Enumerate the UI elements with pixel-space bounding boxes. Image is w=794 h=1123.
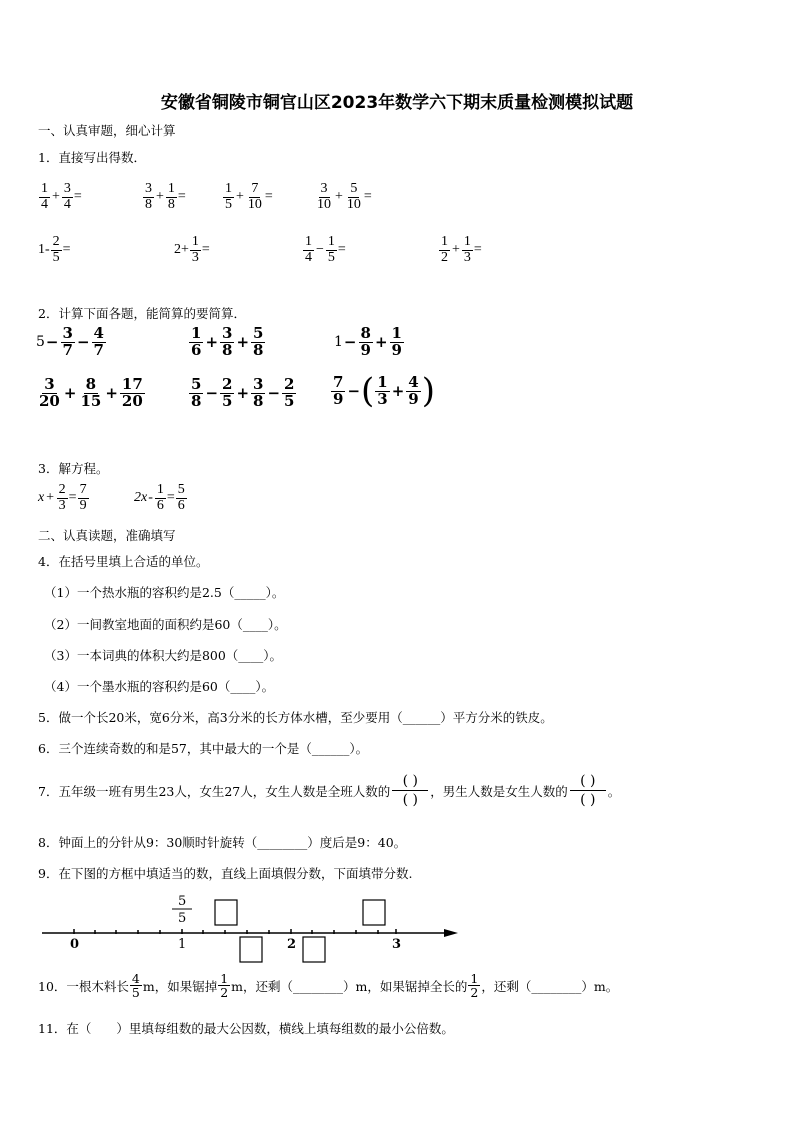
q4-item-2: （2）一间教室地面的面积约是60（____）。 bbox=[44, 617, 287, 632]
page-title: 安徽省铜陵市铜官山区2023年数学六下期末质量检测模拟试题 bbox=[160, 93, 634, 113]
section-2-heading: 二、认真读题，准确填写 bbox=[38, 528, 176, 543]
q1-expr-8: $\frac{1}{2}$ + $\frac{1}{3}$ = bbox=[441, 234, 482, 265]
arrow-head-icon bbox=[444, 929, 458, 937]
section-1-heading: 一、认真审题，细心计算 bbox=[38, 123, 176, 138]
q4-item-4: （4）一个墨水瓶的容积约是60（____）。 bbox=[44, 679, 275, 694]
q2-text: 2．计算下面各题，能简算的要简算． bbox=[38, 306, 246, 321]
q1-expr-7: $\frac{1}{4}$ − $\frac{1}{5}$ = bbox=[305, 234, 346, 265]
q2-expr-3: 1 − $\frac{8}{9}$ + $\frac{1}{9}$ bbox=[334, 324, 402, 359]
q9-text: 9．在下图的方框中填适当的数，直线上面填假分数，下面填带分数. bbox=[38, 866, 413, 881]
number-line bbox=[38, 890, 468, 970]
q2-expr-5: $\frac{5}{8}$ − $\frac{2}{5}$ + $\frac{3}{8}$ − $\frac{2}{5}$ bbox=[191, 375, 295, 410]
answer-box-above-1[interactable] bbox=[215, 900, 237, 925]
q1-expr-5: 1- $\frac{2}{5}$ = bbox=[38, 234, 71, 265]
q1-expr-6: 2+ $\frac{1}{3}$ = bbox=[174, 234, 210, 265]
q7-fraction-blank-2: ( ) ( ) bbox=[570, 772, 606, 809]
q6-text: 6．三个连续奇数的和是57，其中最大的一个是（______）。 bbox=[38, 741, 369, 756]
tick-label-1: 1 bbox=[178, 937, 187, 952]
q3-equation-2: 2x - $\frac{1}{6}$ = $\frac{5}{6}$ bbox=[134, 482, 185, 513]
q2-expr-4: $\frac{3}{20}$ + $\frac{8}{15}$ + $\frac{17}{20}$ bbox=[39, 375, 143, 410]
q1-text: 1．直接写出得数． bbox=[38, 150, 146, 165]
q3-equation-1: x + $\frac{2}{3}$ = $\frac{7}{9}$ bbox=[38, 482, 87, 513]
answer-box-above-2[interactable] bbox=[363, 900, 385, 925]
answer-box-below-2[interactable] bbox=[303, 937, 325, 962]
q5-text: 5．做一个长20米，宽6分米，高3分米的长方体水槽，至少要用（______）平方分米的铁皮。 bbox=[38, 710, 553, 725]
tick-label-2: 2 bbox=[287, 937, 297, 952]
q4-item-1: （1）一个热水瓶的容积约是2.5（_____）。 bbox=[44, 585, 285, 600]
q2-expr-1: 5 − $\frac{3}{7}$ − $\frac{4}{7}$ bbox=[36, 324, 104, 359]
answer-box-below-1[interactable] bbox=[240, 937, 262, 962]
tick-label-0: 0 bbox=[70, 937, 80, 952]
q1-expr-1: $\frac{1}{4}$ + $\frac{3}{4}$ = bbox=[41, 181, 82, 212]
q4-item-3: （3）一本词典的体积大约是800（____）。 bbox=[44, 648, 283, 663]
fraction-numerator: 5 bbox=[178, 894, 187, 909]
q4-text: 4．在括号里填上合适的单位。 bbox=[38, 554, 209, 569]
q8-text: 8．钟面上的分针从9：30顺时针旋转（________）度后是9：40。 bbox=[38, 835, 407, 850]
fraction-denominator: 5 bbox=[178, 911, 187, 926]
q11-text: 11．在（ ）里填每组数的最大公因数，横线上填每组数的最小公倍数。 bbox=[38, 1021, 454, 1036]
q10-text: 10．一根木料长 $\frac{4}{5}$ m，如果锯掉 $\frac{1}{2}$ m，还剩（________）m，如果锯掉全长的 $\frac{1}{2}$ ，还剩（________）m。 bbox=[38, 971, 619, 1001]
q7-fraction-blank-1: ( ) ( ) bbox=[392, 772, 428, 809]
q7-text: 7．五年级一班有男生23人，女生27人，女生人数是全班人数的 ( ) ( ) ，男生人数是女生人数的 ( ) ( ) 。 bbox=[38, 773, 621, 808]
q1-expr-3: $\frac{1}{5}$ + $\frac{7}{10}$ = bbox=[225, 181, 273, 212]
q2-expr-2: $\frac{1}{6}$ + $\frac{3}{8}$ + $\frac{5}{8}$ bbox=[191, 324, 264, 359]
q1-expr-2: $\frac{3}{8}$ + $\frac{1}{8}$ = bbox=[145, 181, 186, 212]
q1-expr-4: $\frac{3}{10}$ + $\frac{5}{10}$ = bbox=[317, 181, 372, 212]
q2-expr-6: $\frac{7}{9}$ − ( $\frac{1}{3}$ + $\frac{4}{9}$ ) bbox=[333, 371, 435, 411]
tick-label-3: 3 bbox=[392, 937, 402, 952]
q3-text: 3．解方程。 bbox=[38, 461, 109, 476]
